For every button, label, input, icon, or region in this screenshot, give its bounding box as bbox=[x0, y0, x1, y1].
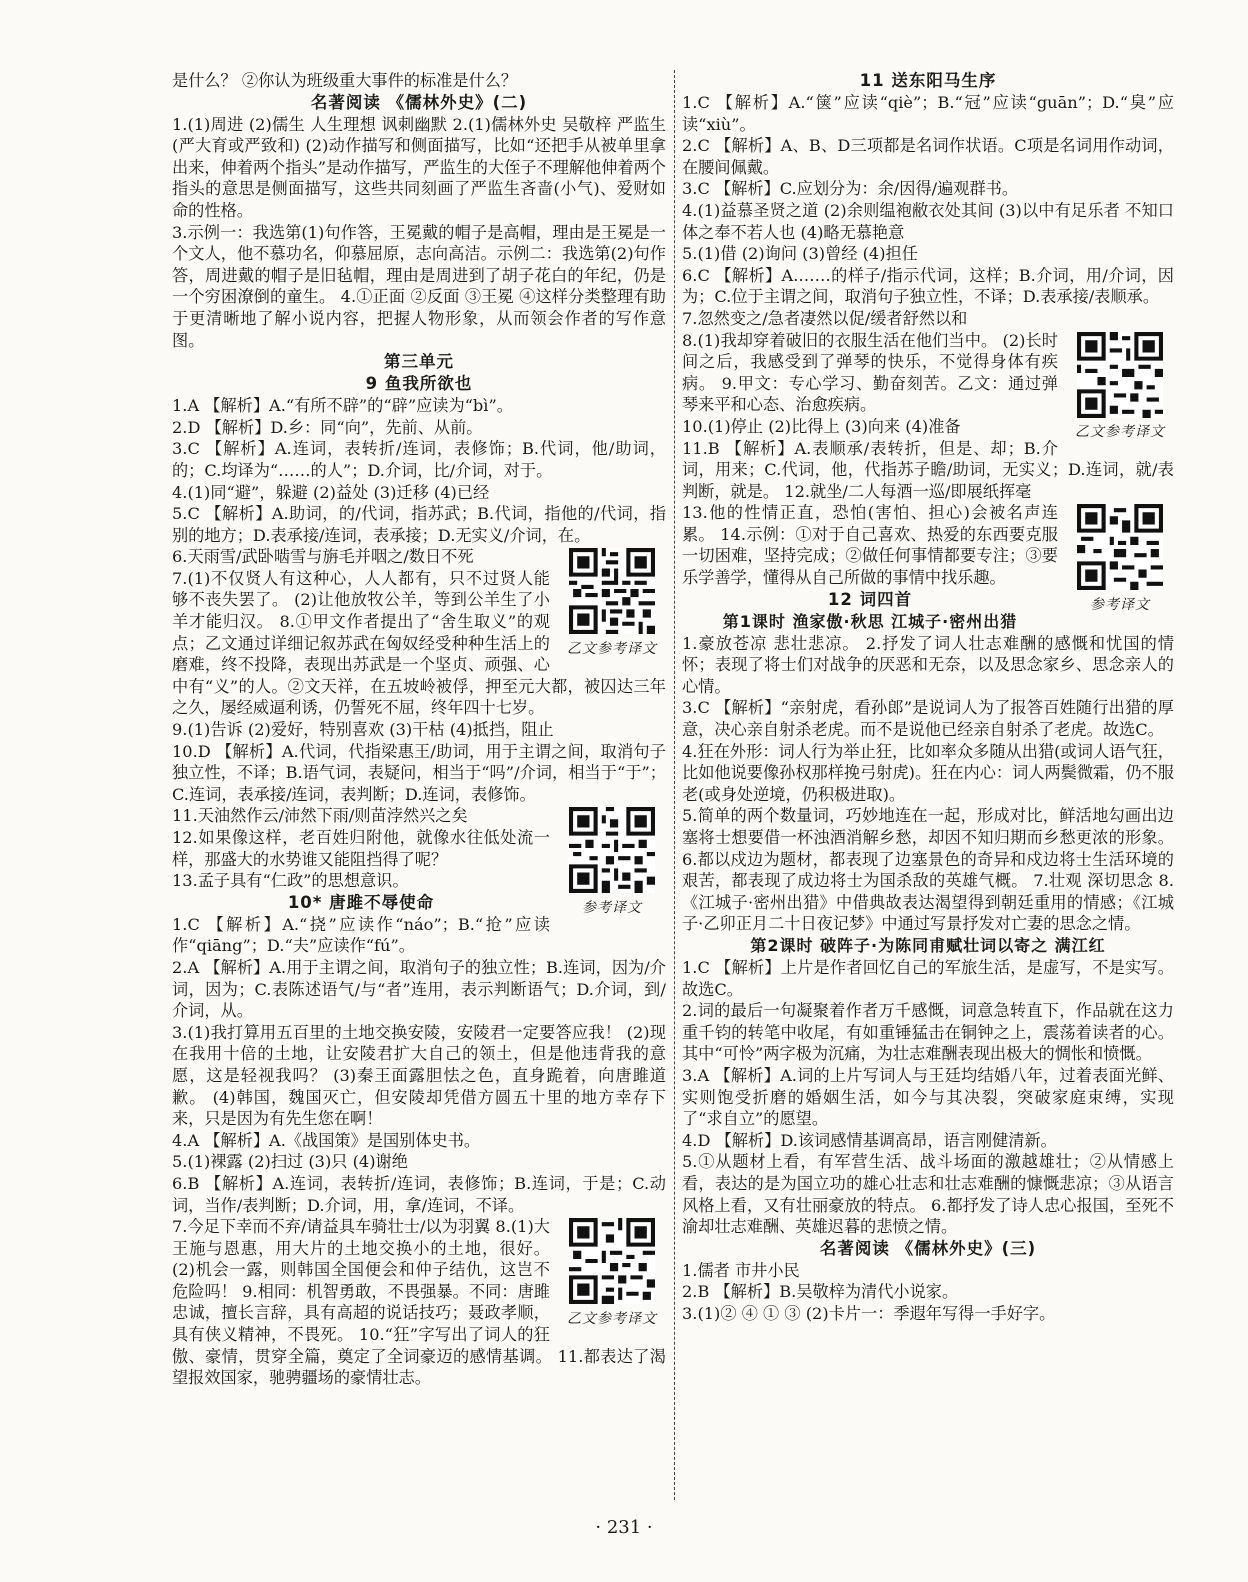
qr-code-icon[interactable] bbox=[569, 1218, 655, 1304]
answer-line: 3.(1)② ④ ① ③ (2)卡片一：季遐年写得一手好字。 bbox=[682, 1303, 1056, 1323]
answer-paragraph: 4.(1)益慕圣贤之道 (2)余则缊袍敝衣处其间 (3)以中有足乐者 不知口体之奉不若人也 (4)略无慕艳意 bbox=[682, 200, 1174, 242]
answer-paragraph: 7.(1)不仅贤人有这种心，人人都有，只不过贤人能够不丧失罢了。 (2)让他放牧公羊，等到公羊生了小羊才能归汉。 8.①甲文作者提出了“舍生取义”的观点；乙文通过详细记叙苏武在匈奴经受种种生活上的磨难，终不投降，表现出苏武是一个坚贞、顽强、心中有“义”的人。②文天祥，在五坡岭被俘，押至元大都，被囚达三年之久，屡经威逼利诱，仍誓死不屈，终年四十七岁。 bbox=[172, 568, 666, 718]
page-number: · 231 · bbox=[595, 1517, 653, 1538]
answer-paragraph: 13.他的性情正直，恐怕(害怕、担心)会被名声连累。 14.示例：①对于自己喜欢、热爱的东西要克服一切困难，坚持完成；②做任何事情都要专注；③要乐学善学，懂得从自己所做的事情中找乐趣。 bbox=[682, 503, 1058, 588]
answer-line: 4.D 【解析】D.该词感情基调高昂，语言刚健清新。 bbox=[682, 1130, 1057, 1150]
answer-paragraph: 1.C 【解析】A.“箧”应读“qiè”；B.“冠”应读“guān”；D.“臭”应读“xiù”。 bbox=[682, 93, 1174, 134]
right-column bbox=[682, 70, 1174, 1324]
qr-caption: 参考译文 bbox=[582, 900, 642, 916]
answer-paragraph: 3.A 【解析】A.词的上片写词人与王廷均结婚八年，过着表面光鲜、实则饱受折磨的婚姻生活，如今与其决裂，突破家庭束缚，实现了“求自立”的愿望。 bbox=[682, 1065, 1174, 1129]
qr-caption: 参考译文 bbox=[1090, 596, 1150, 613]
answer-line: 11.天油然作云/沛然下雨/则苗浡然兴之矣 bbox=[172, 806, 468, 826]
lesson-heading: 12 词四首 bbox=[827, 589, 913, 609]
qr-code-block[interactable] bbox=[1066, 504, 1174, 614]
qr-code-icon[interactable] bbox=[1077, 332, 1163, 418]
answer-paragraph: 2.A 【解析】A.用于主谓之间，取消句子的独立性；B.连词，因为/介词，因为；C.表陈述语气/与“者”连用，表示判断语气；D.介词，到/介词，从。 bbox=[172, 957, 666, 1021]
answer-paragraph: 11.B 【解析】A.表顺承/表转折，但是、却；B.介词，用来；C.代词，他，代指苏子瞻/助词，无实义；D.连词，就/表判断，就是。 12.就坐/二人每酒一巡/即展纸挥毫 bbox=[682, 438, 1174, 501]
answer-paragraph: 6.B 【解析】A.连词，表转折/连词，表修饰；B.连词，于是；C.动词，当作/表判断；D.介词，用，拿/连词，不译。 bbox=[172, 1173, 666, 1215]
answer-line: 9.(1)告诉 (2)爱好，特别喜欢 (3)干枯 (4)抵挡，阻止 bbox=[172, 720, 554, 740]
answer-paragraph: 1.C 【解析】上片是作者回忆自己的军旅生活，是虚写，不是实写。故选C。 bbox=[682, 957, 1174, 999]
answer-paragraph: 3.C 【解析】“亲射虎，看孙郎”是说词人为了报答百姓随行出猎的厚意，决心亲自射杀老虎。而不是说他已经亲自射杀了老虎。故选C。 bbox=[682, 698, 1174, 740]
answer-line: 1.儒者 市井小民 bbox=[682, 1260, 800, 1280]
answer-line: 13.孟子具有“仁政”的思想意识。 bbox=[172, 871, 409, 891]
answer-line: 3.C 【解析】C.应划分为：余/因得/遍观群书。 bbox=[682, 179, 1019, 199]
qr-code-icon[interactable] bbox=[569, 548, 655, 634]
lesson-heading: 11 送东阳马生序 bbox=[859, 71, 997, 90]
answer-paragraph: 1.豪放苍凉 悲壮悲凉。 2.抒发了词人壮志难酬的感慨和忧国的情怀；表现了将士们对战争的厌恶和无奈，以及思念家乡、思念亲人的心情。 bbox=[682, 633, 1174, 696]
answer-line: 5.(1)裸露 (2)扫过 (3)只 (4)谢绝 bbox=[172, 1152, 408, 1172]
answer-line: 5.C 【解析】A.助词，的/代词，指苏武；B.代词，指他的/代词，指别的地方；D.表承接/连词，表承接；D.无实义/介词，在。 bbox=[172, 504, 666, 545]
section-heading: 名著阅读 《儒林外史》(三) bbox=[819, 1238, 1037, 1258]
answer-line: 7.忽然变之/急者凄然以促/缓者舒然以和 bbox=[682, 308, 968, 328]
answer-paragraph: 5.简单的两个数量词，巧妙地连在一起，形成对比，鲜活地勾画出边塞将士想要借一杯浊酒消解乡愁，却因不知归期而乡愁更浓的形象。 6.都以戍边为题材，都表现了边塞景色的奇异和戍边将士生活环境的艰苦，都表现了成边将士为国杀敌的英雄气概。 7.壮观 深切思念 8.《江城子·密州出猎》中借典故表达渴望得到朝廷重用的情感；《江城子·乙卯正月二十日夜记梦》中通过写景抒发对亡妻的思念之情。 bbox=[682, 806, 1174, 934]
answer-paragraph: 5.①从题材上看，有军营生活、战斗场面的激越雄壮；②从情感上看，表达的是为国立功的雄心壮志和壮志难酬的慷慨悲凉；③从语言风格上看，又有壮丽豪放的特点。 6.都抒发了诗人忠心报国，至死不渝却壮志难酬、英雄迟暮的悲愤之情。 bbox=[682, 1152, 1174, 1237]
lesson-heading: 10* 唐雎不辱使命 bbox=[287, 892, 435, 912]
answer-line: 1.A 【解析】A.“有所不辟”的“辟”应读为“bì”。 bbox=[172, 396, 513, 416]
answer-line: 4.(1)同“避”，躲避 (2)益处 (3)迁移 (4)已经 bbox=[172, 482, 490, 502]
answer-paragraph: 7.今足下幸而不弃/请益具车骑壮士/以为羽翼 8.(1)大王施与恩惠，用大片的土地交换小的土地，很好。 (2)机会一露，则韩国全国便会和仲子结仇，这岂不危险吗！ 9.相同：机智勇敢，不畏强暴。不同：唐雎忠诚，擅长言辞，具有高超的说话技巧；聂政孝顺，具有侠义精神，不畏死。 10.“狂”字写出了词人的狂傲、豪情，贯穿全篇，奠定了全词豪迈的感情基调。 11.都表达了渴望报效国家，驰骋疆场的豪情壮志。 bbox=[172, 1217, 666, 1388]
qr-code-icon[interactable] bbox=[1077, 504, 1163, 590]
section-heading: 名著阅读 《儒林外史》(二) bbox=[310, 92, 528, 112]
answer-line: 12.如果像这样，老百姓归附他，就像水往低处流一样，那盛大的水势谁又能阻挡得了呢？ bbox=[172, 828, 550, 869]
subsection-heading: 第1课时 渔家傲·秋思 江城子·密州出猎 bbox=[722, 611, 1018, 631]
qr-code-icon[interactable] bbox=[569, 807, 655, 893]
answer-line: 6.天雨雪/武卧啮雪与旃毛并咽之/数日不死 bbox=[172, 547, 474, 567]
answer-line: 4.A 【解析】A.《战国策》是国别体史书。 bbox=[172, 1130, 481, 1150]
answer-line: 5.(1)借 (2)询问 (3)曾经 (4)担任 bbox=[682, 244, 918, 264]
qr-code-block[interactable] bbox=[558, 1218, 666, 1328]
answer-paragraph: 2.词的最后一句凝聚着作者万千感慨，词意急转直下，作品就在这力重千钧的转笔中收尾，有如重锤猛击在铜钟之上，震荡着读者的心。其中“可怜”两字极为沉痛，为壮志难酬表现出极大的惆怅和愤慨。 bbox=[682, 1001, 1174, 1064]
answer-paragraph: 8.(1)我却穿着破旧的衣服生活在他们当中。 (2)长时间之后，我感受到了弹琴的快乐，不觉得身体有疾病。 9.甲文：专心学习、勤奋刻苦。乙文：通过弹琴来平和心态、治愈疾病。 bbox=[682, 330, 1058, 415]
qr-caption: 乙文参考译文 bbox=[1075, 424, 1165, 441]
answer-line: 2.B 【解析】B.吴敬梓为清代小说家。 bbox=[682, 1282, 959, 1302]
qr-code-block[interactable] bbox=[558, 548, 666, 658]
qr-caption: 乙文参考译文 bbox=[567, 1310, 657, 1327]
answer-paragraph: 2.C 【解析】A、B、D三项都是名词作状语。C项是名词用作动词，在腰间佩戴。 bbox=[682, 136, 1174, 177]
answer-paragraph: 3.示例一：我选第(1)句作答，王冕戴的帽子是高帽，理由是王冕是一个文人，他不慕功名，仰慕屈原，志向高洁。示例二：我选第(2)句作答，周进戴的帽子是旧毡帽，理由是周进到了胡子花白的年纪，仍是一个穷困潦倒的童生。 4.①正面 ②反面 ③王冕 ④这样分类整理有助于更清晰地了解小说内容，把握人物形象，从而领会作者的写作意图。 bbox=[172, 222, 666, 350]
answer-paragraph: 1.C 【解析】A.“挠”应读作“náo”；B.“抢”应读作“qiāng”；D.“夫”应读作“fú”。 bbox=[172, 914, 550, 956]
qr-code-block[interactable] bbox=[558, 807, 666, 917]
unit-heading: 第三单元 bbox=[384, 352, 454, 372]
text-line: 是什么？ ②你认为班级重大事件的标准是什么？ bbox=[172, 71, 518, 90]
qr-code-block[interactable] bbox=[1066, 332, 1174, 442]
answer-paragraph: 1.(1)周进 (2)儒生 人生理想 讽刺幽默 2.(1)儒林外史 吴敬梓 严监生(严大育或严致和) (2)动作描写和侧面描写，比如“还把手从被单里拿出来，伸着两个指头”是动作描写，严监生的大侄子不理解他伸着两个指头的意思是侧面描写，这些共同刻画了严监生吝啬(小气)、爱财如命的性格。 bbox=[172, 114, 666, 220]
qr-caption: 乙文参考译文 bbox=[567, 640, 657, 657]
answer-paragraph: 10.D 【解析】A.代词，代指梁惠王/助词，用于主谓之间，取消句子独立性，不译；B.语气词，表疑问，相当于“吗”/介词，相当于“于”；C.连词，表承接/连词，表判断；D.连词，表修饰。 bbox=[172, 741, 666, 804]
answer-line: 10.(1)停止 (2)比得上 (3)向来 (4)准备 bbox=[682, 416, 961, 436]
answer-paragraph: 3.(1)我打算用五百里的土地交换安陵，安陵君一定要答应我！ (2)现在我用十倍的土地，让安陵君扩大自己的领土，但是他违背我的意愿，这是轻视我吗？ (3)秦王面露胆怯之色，直身跪着，向唐雎道歉。 (4)韩国，魏国灭亡，但安陵却凭借方圆五十里的地方幸存下来，只是因为有先生您在啊！ bbox=[172, 1022, 666, 1129]
answer-paragraph: 4.狂在外形：词人行为举止狂，比如率众多随从出猎(或词人语气狂，比如他说要像孙权那样挽弓射虎)。狂在内心：词人两鬓微霜，仍不服老(或身处逆境，仍积极进取)。 bbox=[682, 741, 1174, 804]
column-divider bbox=[674, 70, 675, 1500]
answer-line: 2.D 【解析】D.乡：同“向”，先前、从前。 bbox=[172, 417, 483, 437]
answer-paragraph: 6.C 【解析】A.……的样子/指示代词，这样；B.介词，用/介词，因为；C.位于主谓之间，取消句子独立性，不译；D.表承接/表顺承。 bbox=[682, 265, 1174, 307]
answer-line: 3.C 【解析】A.连词，表转折/连词，表修饰；B.代词，他/助词，的；C.均译为“……的人”；D.介词，比/介词，对于。 bbox=[172, 439, 666, 480]
left-column bbox=[172, 70, 666, 1389]
subsection-heading: 第2课时 破阵子·为陈同甫赋壮词以寄之 满江红 bbox=[750, 935, 1106, 955]
lesson-heading: 9 鱼我所欲也 bbox=[365, 374, 473, 394]
